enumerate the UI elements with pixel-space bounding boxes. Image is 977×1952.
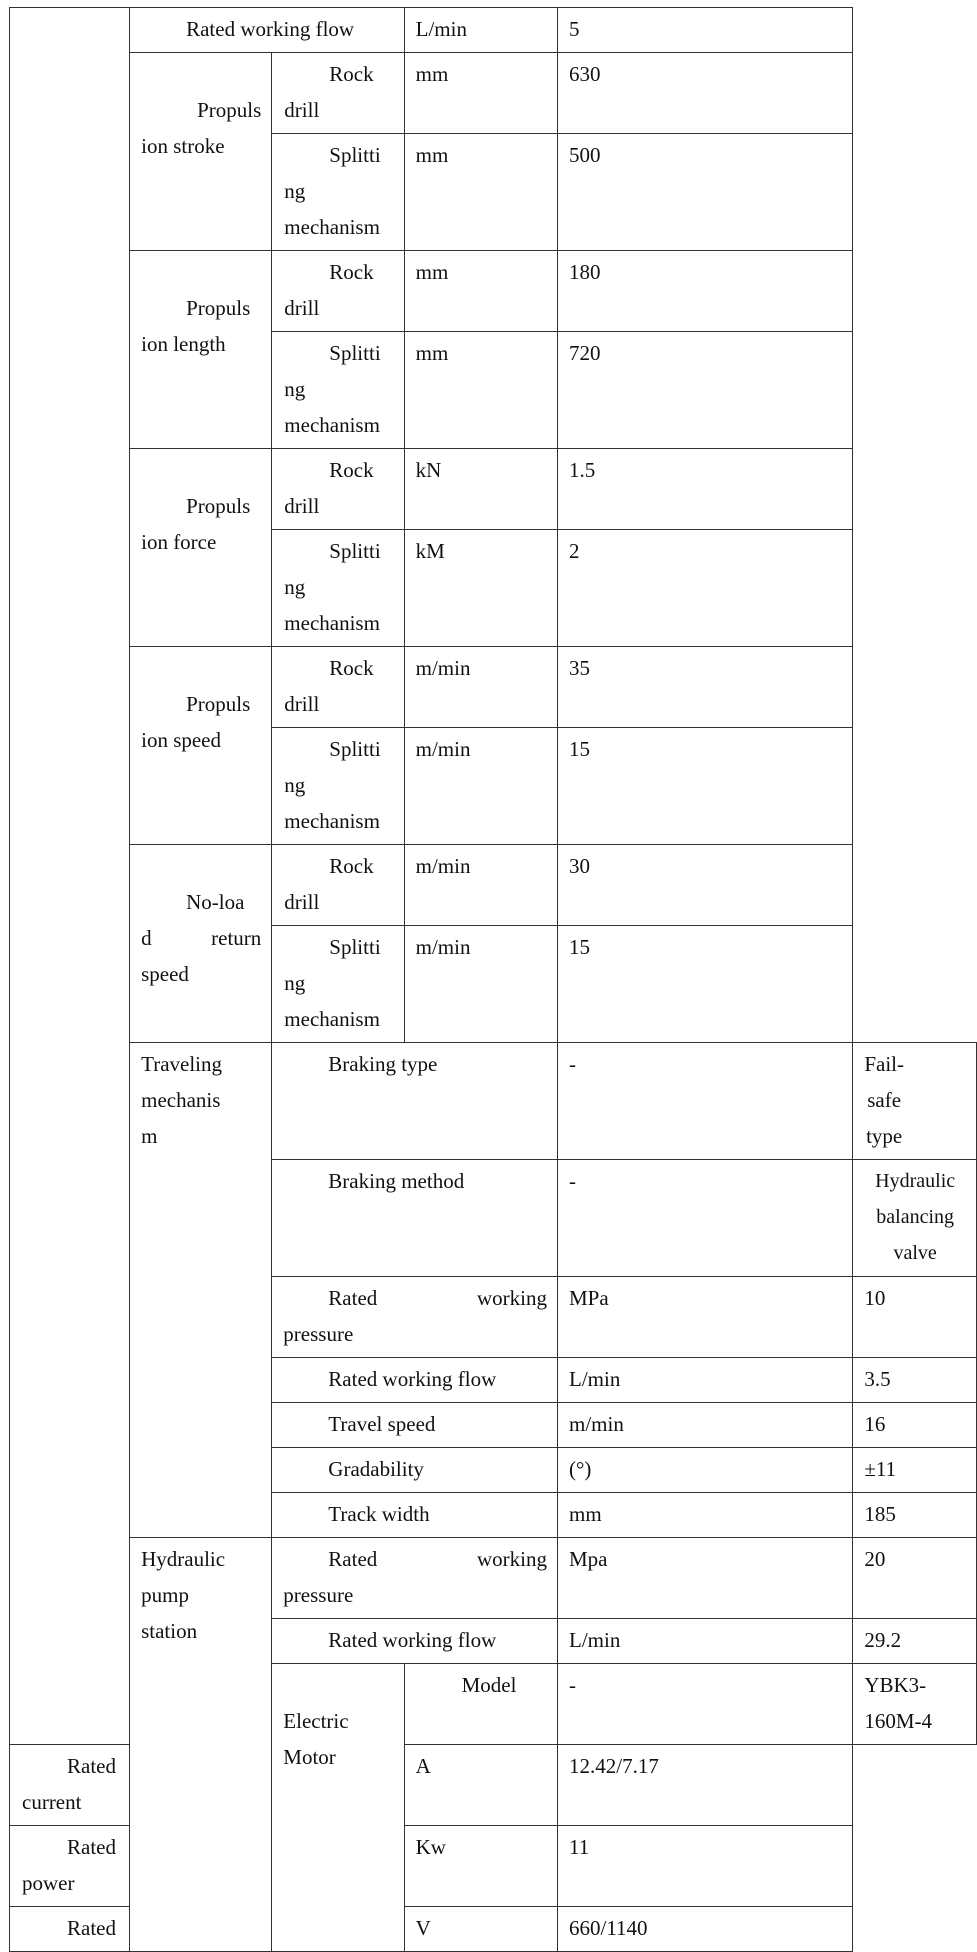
value-cell: 3.5 — [853, 1358, 977, 1403]
unit-cell: mm — [404, 332, 557, 449]
unit-cell: - — [558, 1664, 853, 1745]
spec-table — [9, 7, 977, 1952]
table-row — [10, 845, 977, 926]
item-cell: Rock drill — [272, 251, 404, 332]
value-cell: 720 — [558, 332, 853, 449]
unit-cell: mm — [404, 134, 557, 251]
unit-cell: V — [404, 1907, 557, 1952]
param-cell: Travel speed — [272, 1403, 558, 1448]
table-row — [10, 449, 977, 530]
group-label-cell: Electric Motor — [272, 1664, 404, 1952]
table-row — [10, 1043, 977, 1160]
value-cell: 185 — [853, 1493, 977, 1538]
value-cell: 500 — [558, 134, 853, 251]
item-cell: Rated current — [10, 1745, 130, 1826]
value-cell: 2 — [558, 530, 853, 647]
value-cell: 15 — [558, 728, 853, 845]
value-cell: 20 — [853, 1538, 977, 1619]
value-cell: 180 — [558, 251, 853, 332]
table-row — [10, 53, 977, 134]
param-cell: Rated working flow — [130, 8, 405, 53]
unit-cell: mm — [404, 53, 557, 134]
unit-cell: - — [558, 1160, 853, 1277]
unit-cell: m/min — [404, 845, 557, 926]
unit-cell: (°) — [558, 1448, 853, 1493]
value-cell: 29.2 — [853, 1619, 977, 1664]
section-label-cell: Traveling mechanis m — [130, 1043, 272, 1538]
table-row — [10, 251, 977, 332]
group-label-cell: Propuls ion force — [130, 449, 272, 647]
item-cell: Rock drill — [272, 449, 404, 530]
value-cell: 5 — [558, 8, 853, 53]
item-cell: Rated — [10, 1907, 130, 1952]
value-cell: 12.42/7.17 — [558, 1745, 853, 1826]
group-label-cell: Propuls ion speed — [130, 647, 272, 845]
unit-cell: m/min — [558, 1403, 853, 1448]
param-cell: Rated working flow — [272, 1619, 558, 1664]
section-label-cell: Hydraulic pump station — [130, 1538, 272, 1952]
unit-cell: mm — [404, 251, 557, 332]
unit-cell: - — [558, 1043, 853, 1160]
param-cell: Rated working flow — [272, 1358, 558, 1403]
value-cell: 10 — [853, 1277, 977, 1358]
value-cell: YBK3-160M-4 — [853, 1664, 977, 1745]
unit-cell: L/min — [558, 1619, 853, 1664]
group-label-cell: Propuls ion length — [130, 251, 272, 449]
value-cell: 16 — [853, 1403, 977, 1448]
item-cell: Splitti ng mechanism — [272, 332, 404, 449]
item-cell: Splitti ng mechanism — [272, 134, 404, 251]
value-cell: 630 — [558, 53, 853, 134]
item-cell: Rock drill — [272, 647, 404, 728]
unit-cell: mm — [558, 1493, 853, 1538]
group-label-cell: No-loa d return speed — [130, 845, 272, 1043]
unit-cell: m/min — [404, 926, 557, 1043]
param-cell: Track width — [272, 1493, 558, 1538]
unit-cell: kN — [404, 449, 557, 530]
unit-cell: MPa — [558, 1277, 853, 1358]
item-cell: Splitti ng mechanism — [272, 728, 404, 845]
item-cell: Rock drill — [272, 845, 404, 926]
unit-cell: Kw — [404, 1826, 557, 1907]
param-cell: Rated working pressure — [272, 1277, 558, 1358]
value-cell: 30 — [558, 845, 853, 926]
param-cell: Braking method — [272, 1160, 558, 1277]
value-cell: 1.5 — [558, 449, 853, 530]
section-label-cell — [10, 8, 130, 1745]
unit-cell: L/min — [404, 8, 557, 53]
item-cell: Rated power — [10, 1826, 130, 1907]
param-cell: Rated working pressure — [272, 1538, 558, 1619]
item-cell: Model — [404, 1664, 557, 1745]
table-row — [10, 1538, 977, 1619]
unit-cell: m/min — [404, 728, 557, 845]
unit-cell: m/min — [404, 647, 557, 728]
unit-cell: kM — [404, 530, 557, 647]
value-cell: 15 — [558, 926, 853, 1043]
table-row — [10, 647, 977, 728]
param-cell: Gradability — [272, 1448, 558, 1493]
param-cell: Braking type — [272, 1043, 558, 1160]
item-cell: Splitti ng mechanism — [272, 926, 404, 1043]
value-cell: 11 — [558, 1826, 853, 1907]
value-cell: 660/1140 — [558, 1907, 853, 1952]
value-cell: 35 — [558, 647, 853, 728]
unit-cell: L/min — [558, 1358, 853, 1403]
value-cell: ±11 — [853, 1448, 977, 1493]
unit-cell: Mpa — [558, 1538, 853, 1619]
item-cell: Rock drill — [272, 53, 404, 134]
table-row — [10, 8, 977, 53]
value-cell: Fail-safe type — [853, 1043, 977, 1160]
item-cell: Splitti ng mechanism — [272, 530, 404, 647]
group-label-cell: Propuls ion stroke — [130, 53, 272, 251]
value-cell: Hydraulic balancing valve — [853, 1160, 977, 1277]
unit-cell: A — [404, 1745, 557, 1826]
